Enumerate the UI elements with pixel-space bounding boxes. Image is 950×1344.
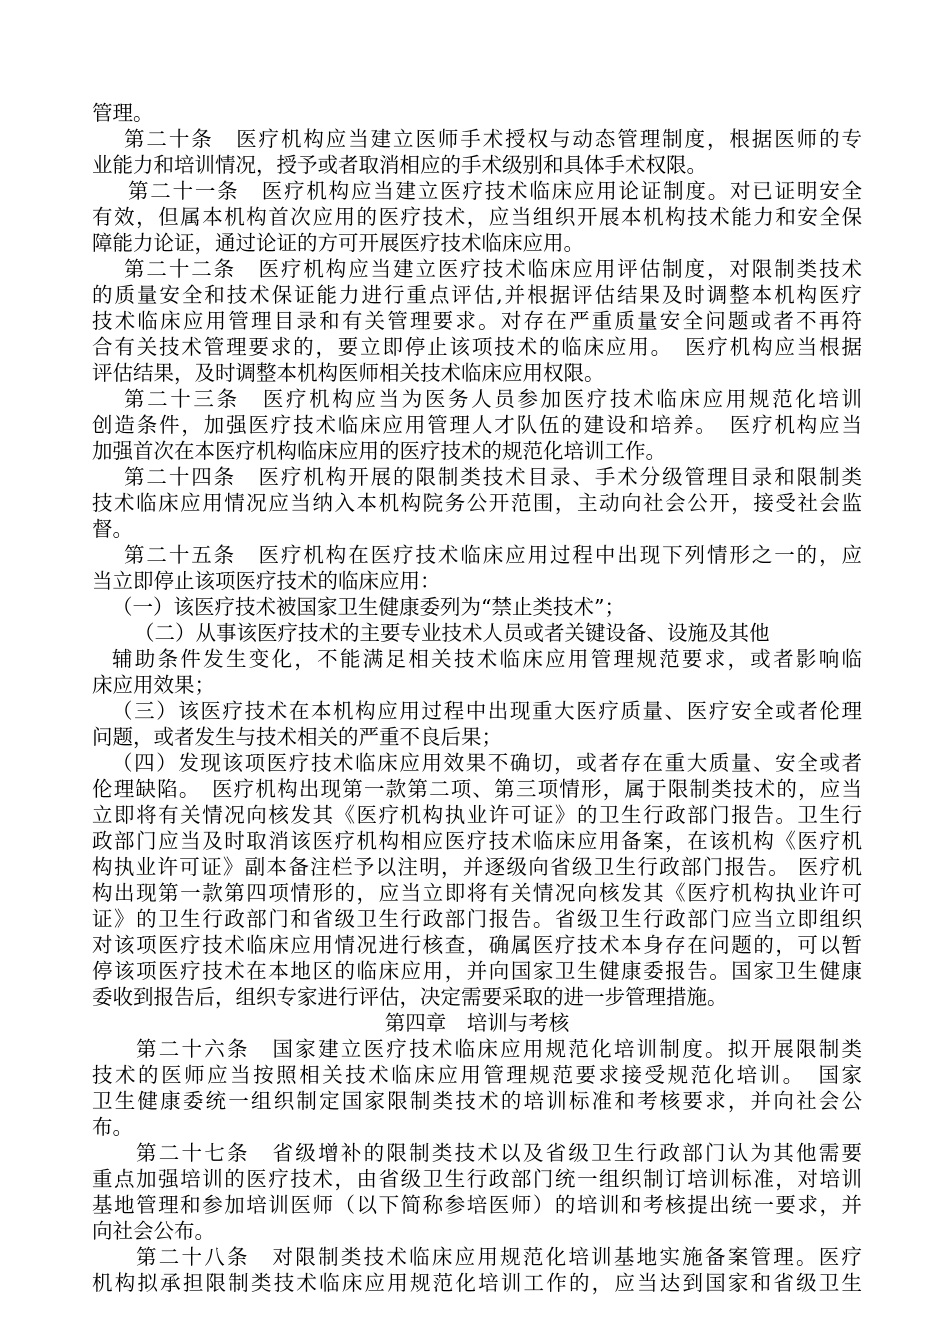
text-line: 构出现第一款第四项情形的，应当立即将有关情况向核发其《医疗机构执业许可 [92,881,862,905]
text-line: 床应用效果； [92,673,215,697]
text-line: 立即将有关情况向核发其《医疗机构执业许可证》的卫生行政部门报告。卫生行 [92,803,862,827]
text-line: 当立即停止该项医疗技术的临床应用： [92,569,441,593]
text-line: 布。 [92,1115,133,1139]
text-line: 重点加强培训的医疗技术，由省级卫生行政部门统一组织制订培训标准，对培训 [92,1167,862,1191]
text-line: 辅助条件发生变化，不能满足相关技术临床应用管理规范要求，或者影响临 [112,647,862,671]
text-line: 第二十一条 医疗机构应当建立医疗技术临床应用论证制度。对已证明安全 [128,179,862,203]
text-line: 第二十二条 医疗机构应当建立医疗技术临床应用评估制度，对限制类技术 [124,257,862,281]
text-line: 政部门应当及时取消该医疗机构相应医疗技术临床应用备案，在该机构《医疗机 [92,829,862,853]
text-line: 问题，或者发生与技术相关的严重不良后果； [92,725,502,749]
text-line: 第二十八条 对限制类技术临床应用规范化培训基地实施备案管理。医疗 [136,1245,862,1269]
text-line: 督。 [92,517,133,541]
text-line: 第二十七条 省级增补的限制类技术以及省级卫生行政部门认为其他需要 [136,1141,862,1165]
text-line: 的质量安全和技术保证能力进行重点评估,并根据评估结果及时调整本机构医疗 [92,283,862,307]
text-line: 机构拟承担限制类技术临床应用规范化培训工作的，应当达到国家和省级卫生 [92,1271,862,1295]
text-line: 基地管理和参加培训医师（以下简称参培医师）的培训和考核提出统一要求，并 [92,1193,862,1217]
text-line: 对该项医疗技术临床应用情况进行核查，确属医疗技术本身存在问题的，可以暂 [92,933,862,957]
text-line: 伦理缺陷。 医疗机构出现第一款第二项、第三项情形，属于限制类技术的，应当 [92,777,862,801]
text-line: 构执业许可证》副本备注栏予以注明，并逐级向省级卫生行政部门报告。 医疗机 [92,855,862,879]
text-line: 证》的卫生行政部门和省级卫生行政部门报告。省级卫生行政部门应当立即组织 [92,907,862,931]
text-line: 委收到报告后，组织专家进行评估，决定需要采取的进一步管理措施。 [92,985,728,1009]
text-line: 第二十五条 医疗机构在医疗技术临床应用过程中出现下列情形之一的，应 [124,543,862,567]
text-line: 第二十条 医疗机构应当建立医师手术授权与动态管理制度，根据医师的专 [124,127,862,151]
text-line: 第二十四条 医疗机构开展的限制类技术目录、手术分级管理目录和限制类 [124,465,862,489]
text-line: 向社会公布。 [92,1219,215,1243]
text-line: 第二十三条 医疗机构应当为医务人员参加医疗技术临床应用规范化培训 [124,387,862,411]
text-line: 业能力和培训情况，授予或者取消相应的手术级别和具体手术权限。 [92,153,707,177]
text-line: 卫生健康委统一组织制定国家限制类技术的培训标准和考核要求，并向社会公 [92,1089,862,1113]
text-line: 评估结果，及时调整本机构医师相关技术临床应用权限。 [92,361,605,385]
text-line: 技术临床应用管理目录和有关管理要求。对存在严重质量安全问题或者不再符 [92,309,862,333]
text-line: 创造条件，加强医疗技术临床应用管理人才队伍的建设和培养。 医疗机构应当 [92,413,862,437]
text-line: 第二十六条 国家建立医疗技术临床应用规范化培训制度。拟开展限制类 [136,1037,862,1061]
text-line: （一）该医疗技术被国家卫生健康委列为“禁止类技术”； [112,595,625,619]
text-line: （四）发现该项医疗技术临床应用效果不确切，或者存在重大质量、安全或者 [112,751,862,775]
text-line: （二）从事该医疗技术的主要专业技术人员或者关键设备、设施及其他 [134,621,770,645]
text-line: 停该项医疗技术在本地区的临床应用，并向国家卫生健康委报告。国家卫生健康 [92,959,862,983]
text-line: 合有关技术管理要求的，要立即停止该项技术的临床应用。 医疗机构应当根据 [92,335,862,359]
text-line: 障能力论证，通过论证的方可开展医疗技术临床应用。 [92,231,584,255]
text-line: 技术临床应用情况应当纳入本机构院务公开范围，主动向社会公开，接受社会监 [92,491,862,515]
text-line: 技术的医师应当按照相关技术临床应用管理规范要求接受规范化培训。 国家 [92,1063,862,1087]
text-line: 管理。 [92,101,154,125]
chapter-heading: 第四章 培训与考核 [384,1011,570,1035]
text-line: 加强首次在本医疗机构临床应用的医疗技术的规范化培训工作。 [92,439,666,463]
text-line: 有效，但属本机构首次应用的医疗技术，应当组织开展本机构技术能力和安全保 [92,205,862,229]
text-line: （三）该医疗技术在本机构应用过程中出现重大医疗质量、医疗安全或者伦理 [112,699,862,723]
